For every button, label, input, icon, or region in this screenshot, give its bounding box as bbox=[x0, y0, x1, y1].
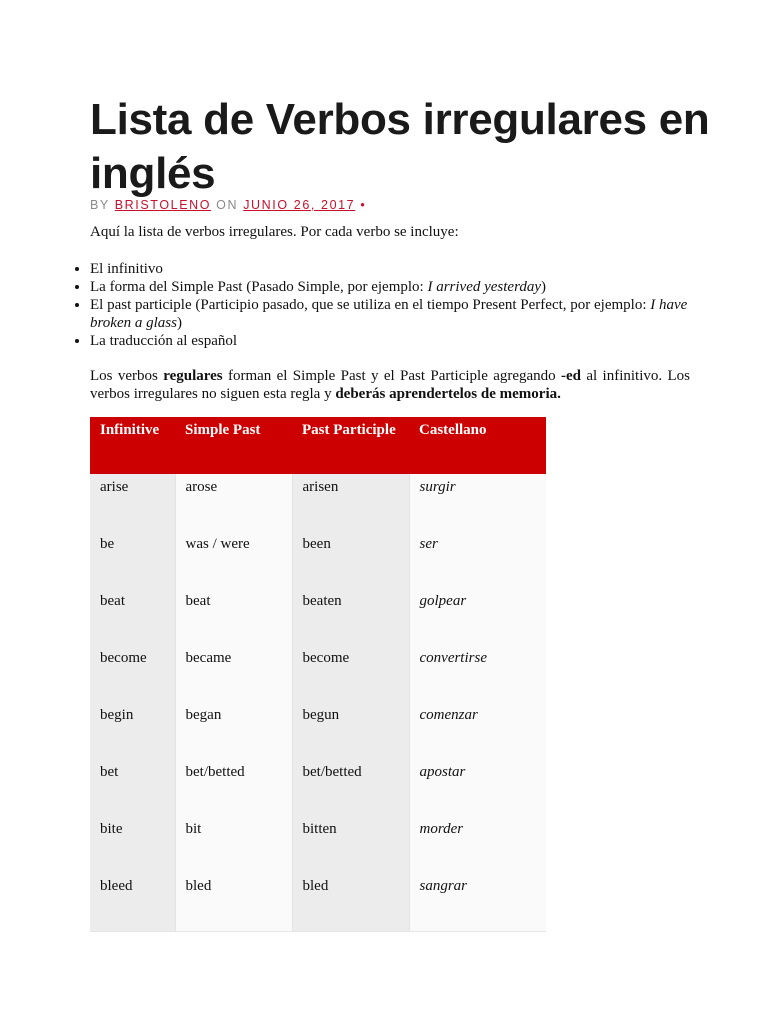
verbs-table bbox=[90, 417, 546, 932]
para-bold: -ed bbox=[561, 368, 582, 384]
cell-past-participle: beaten bbox=[292, 588, 409, 645]
table-row bbox=[90, 873, 546, 931]
article-title: Lista de Verbos irregulares en inglés bbox=[90, 95, 710, 198]
cell-past-participle: bitten bbox=[292, 816, 409, 873]
cell-castellano: convertirse bbox=[409, 645, 546, 702]
cell-past-participle: become bbox=[292, 645, 409, 702]
bullet-text: El infinitivo bbox=[90, 261, 163, 277]
table-row bbox=[90, 702, 546, 759]
bullet-example: I arrived yesterday bbox=[427, 279, 542, 295]
table-row bbox=[90, 645, 546, 702]
list-item bbox=[90, 332, 730, 350]
cell-simple-past: beat bbox=[175, 588, 292, 645]
cell-simple-past: began bbox=[175, 702, 292, 759]
list-item bbox=[90, 296, 730, 332]
bullet-text: ) bbox=[541, 279, 547, 295]
header-castellano: Castellano bbox=[409, 417, 546, 474]
cell-infinitive: beat bbox=[90, 588, 175, 645]
para-bold: deberás aprendertelos de memoria. bbox=[335, 386, 561, 402]
list-item bbox=[90, 260, 730, 278]
para-text: forman el Simple Past y el Past Participle agregando bbox=[222, 368, 562, 384]
meta-on: ON bbox=[216, 198, 239, 212]
cell-simple-past: arose bbox=[175, 474, 292, 531]
cell-castellano: golpear bbox=[409, 588, 546, 645]
table-header-row bbox=[90, 417, 546, 474]
cell-infinitive: be bbox=[90, 531, 175, 588]
table-row bbox=[90, 588, 546, 645]
header-infinitive: Infinitive bbox=[90, 417, 175, 474]
header-simple-past: Simple Past bbox=[175, 417, 292, 474]
para-text: al infinitivo. Los verbos irregulares no siguen esta regla y bbox=[90, 368, 690, 402]
cell-castellano: apostar bbox=[409, 759, 546, 816]
explanation-paragraph bbox=[90, 367, 690, 403]
table-body bbox=[90, 474, 546, 931]
cell-infinitive: arise bbox=[90, 474, 175, 531]
date-link[interactable]: JUNIO 26, 2017 bbox=[243, 198, 356, 212]
para-bold: regulares bbox=[163, 368, 223, 384]
cell-past-participle: bled bbox=[292, 873, 409, 931]
table-row bbox=[90, 531, 546, 588]
cell-infinitive: become bbox=[90, 645, 175, 702]
cell-past-participle: begun bbox=[292, 702, 409, 759]
cell-past-participle: arisen bbox=[292, 474, 409, 531]
cell-castellano: ser bbox=[409, 531, 546, 588]
table-row bbox=[90, 759, 546, 816]
cell-simple-past: was / were bbox=[175, 531, 292, 588]
header-past-participle: Past Participle bbox=[292, 417, 409, 474]
post-meta bbox=[90, 198, 366, 212]
cell-infinitive: bet bbox=[90, 759, 175, 816]
bullet-text: El past participle (Participio pasado, que se utiliza en el tiempo Present Perfect, por ejemplo: bbox=[90, 297, 651, 313]
bullet-list bbox=[50, 260, 730, 350]
list-item bbox=[90, 278, 730, 296]
cell-infinitive: bleed bbox=[90, 873, 175, 931]
cell-simple-past: became bbox=[175, 645, 292, 702]
cell-past-participle: been bbox=[292, 531, 409, 588]
cell-castellano: comenzar bbox=[409, 702, 546, 759]
author-link[interactable]: BRISTOLENO bbox=[114, 198, 212, 212]
table-row bbox=[90, 474, 546, 531]
bullet-text: ) bbox=[176, 315, 182, 331]
cell-simple-past: bled bbox=[175, 873, 292, 931]
cell-castellano: sangrar bbox=[409, 873, 546, 931]
bullet-text: La forma del Simple Past (Pasado Simple, por ejemplo: bbox=[90, 279, 428, 295]
cell-past-participle: bet/betted bbox=[292, 759, 409, 816]
meta-separator: • bbox=[360, 198, 367, 212]
bullet-text: La traducción al español bbox=[90, 333, 238, 349]
meta-by: BY bbox=[90, 198, 110, 212]
cell-simple-past: bit bbox=[175, 816, 292, 873]
table-row bbox=[90, 816, 546, 873]
cell-castellano: surgir bbox=[409, 474, 546, 531]
cell-infinitive: bite bbox=[90, 816, 175, 873]
cell-castellano: morder bbox=[409, 816, 546, 873]
para-text: Los verbos bbox=[90, 368, 164, 384]
bullet-example: I have broken a glass bbox=[90, 297, 688, 331]
intro-text: Aquí la lista de verbos irregulares. Por cada verbo se incluye: bbox=[90, 224, 459, 240]
cell-infinitive: begin bbox=[90, 702, 175, 759]
cell-simple-past: bet/betted bbox=[175, 759, 292, 816]
